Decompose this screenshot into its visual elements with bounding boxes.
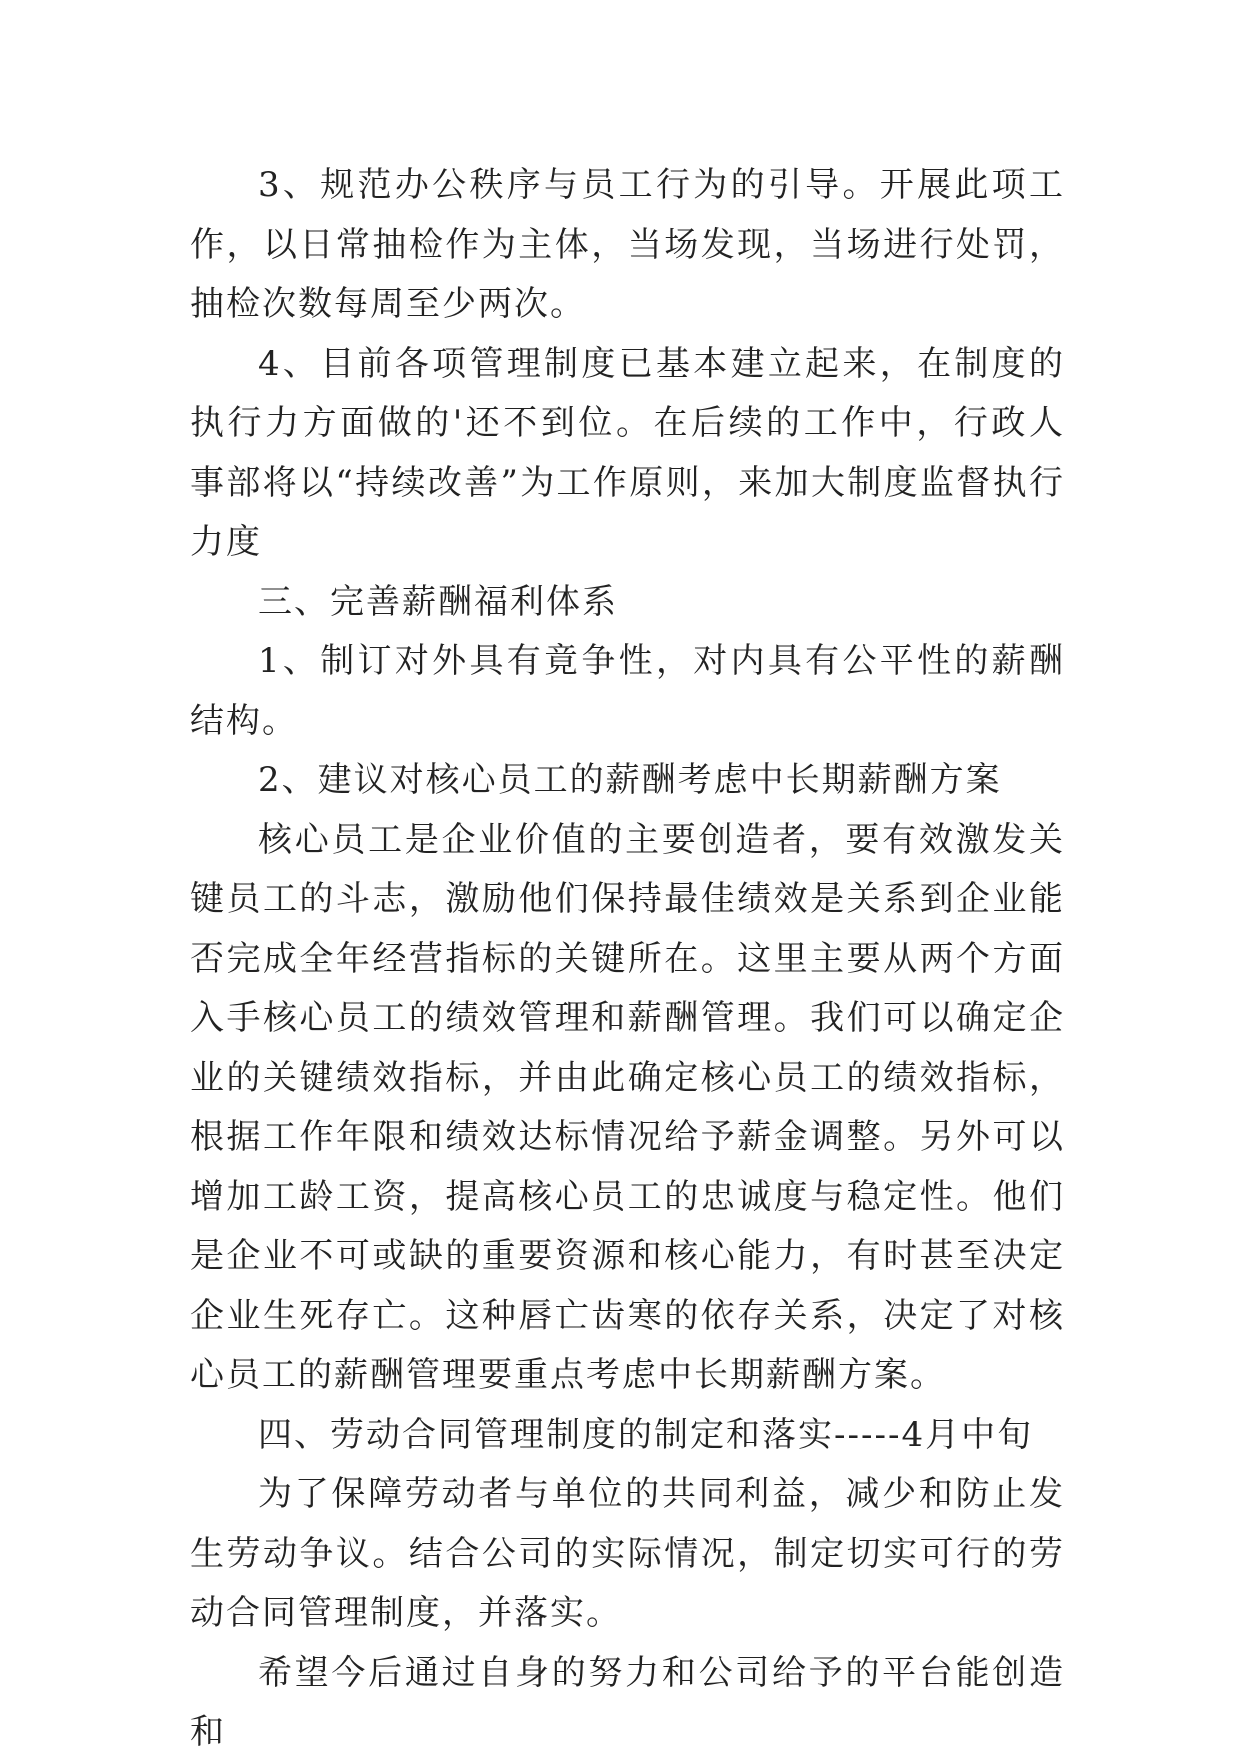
paragraph-closing: 希望今后通过自身的努力和公司给予的平台能创造和: [190, 1652, 1065, 1752]
paragraph-labor-contract-details: 为了保障劳动者与单位的共同利益，减少和防止发生劳动争议。结合公司的实际情况，制定切实可行的劳动合同管理制度，并落实。: [190, 1474, 1065, 1633]
paragraph-management-system: 4、目前各项管理制度已基本建立起来，在制度的执行力方面做的'还不到位。在后续的工作中，行政人事部将以“持续改善”为工作原则，来加大制度监督执行力度: [190, 343, 1065, 562]
paragraph-salary-structure: 1、制订对外具有竟争性，对内具有公平性的薪酬结构。: [190, 641, 1065, 741]
document-body: [190, 156, 1065, 1763]
paragraph-core-staff-details: 核心员工是企业价值的主要创造者，要有效激发关键员工的斗志，激励他们保持最佳绩效是关系到企业能否完成全年经营指标的关键所在。这里主要从两个方面入手核心员工的绩效管理和薪酬管理。我们可以确定企业的关键绩效指标，并由此确定核心员工的绩效指标，根据工作年限和绩效达标情况给予薪金调整。另外可以增加工龄工资，提高核心员工的忠诚度与稳定性。他们是企业不可或缺的重要资源和核心能力，有时甚至决定企业生死存亡。这种唇亡齿寒的依存关系，决定了对核心员工的薪酬管理要重点考虑中长期薪酬方案。: [190, 819, 1065, 1395]
heading-compensation-system: 三、完善薪酬福利体系: [258, 581, 618, 622]
paragraph-office-order: 3、规范办公秩序与员工行为的引导。开展此项工作，以日常抽检作为主体，当场发现，当场进行处罚，抽检次数每周至少两次。: [190, 165, 1065, 324]
heading-labor-contract: 四、劳动合同管理制度的制定和落实-----4月中旬: [258, 1414, 1034, 1455]
paragraph-core-staff-suggestion: 2、建议对核心员工的薪酬考虑中长期薪酬方案: [258, 760, 1002, 800]
